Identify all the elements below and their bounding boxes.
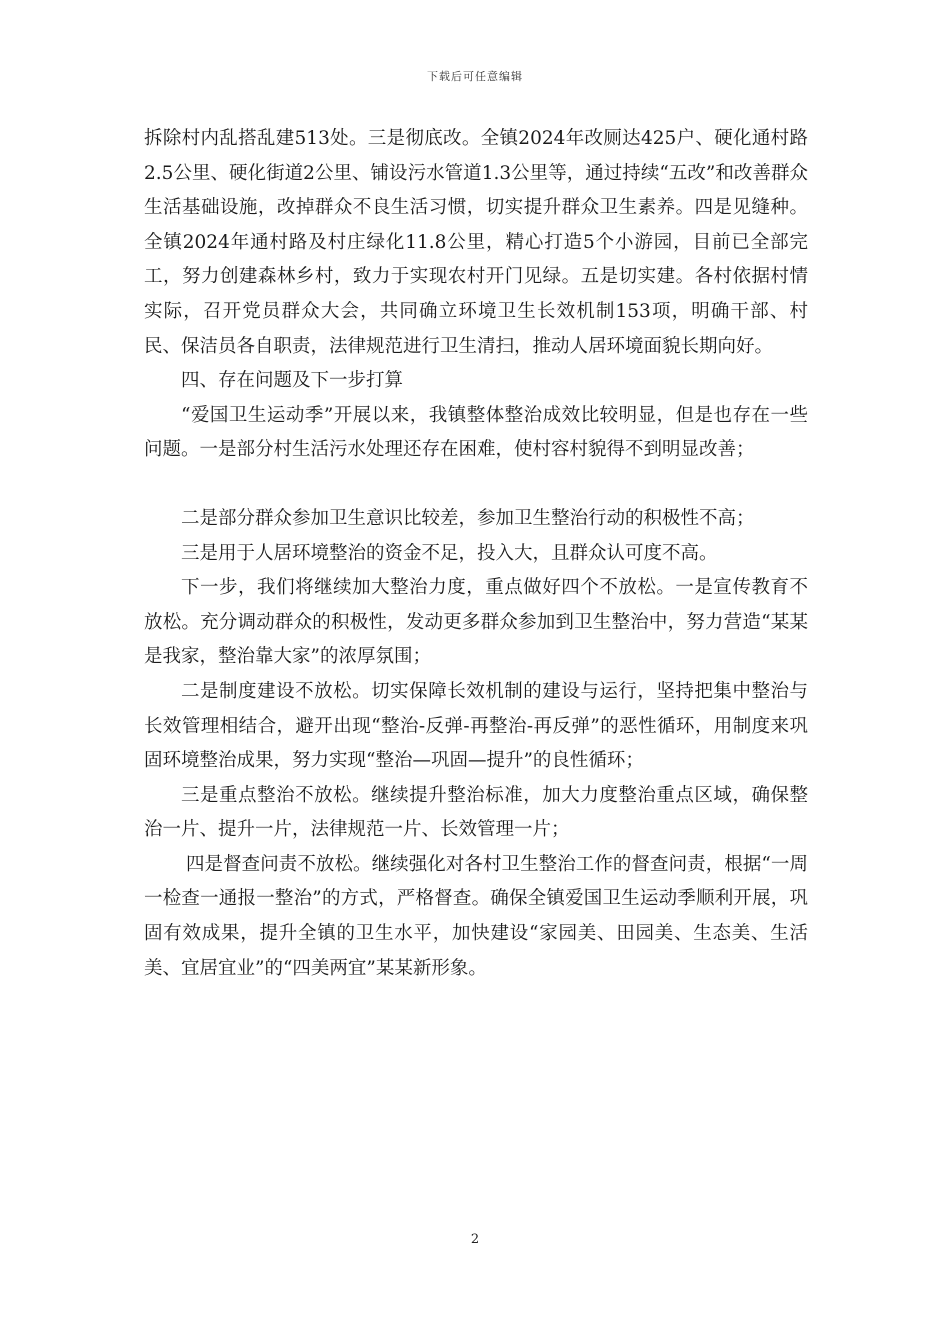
page-number: 2: [470, 1232, 480, 1247]
paragraph-problem-three: 三是用于人居环境整治的资金不足，投入大，且群众认可度不高。: [181, 542, 718, 564]
paragraph-continuation: 拆除村内乱搭乱建513处。三是彻底改。全镇2024年改厕达425户、硬化通村路2.5公里、硬化街道2公里、铺设污水管道1.3公里等，通过持续“五改”和改善群众生活基础设施，改掉群众不良生活习惯，切实提升群众卫生素养。四是见缝种。全镇2024年通村路及村庄绿化11.8公里，精心打造5个小游园，目前已全部完工，努力创建森林乡村，致力于实现农村开门见绿。五是切实建。各村依据村情实际，召开党员群众大会，共同确立环境卫生长效机制153项，明确干部、村民、保洁员各自职责，法律规范进行卫生清扫，推动人居环境面貌长期向好。: [144, 128, 808, 357]
paragraph-next-steps: 下一步，我们将继续加大整治力度，重点做好四个不放松。一是宣传教育不放松。充分调动群众的积极性，发动更多群众参加到卫生整治中，努力营造“某某是我家，整治靠大家”的浓厚氛围；: [144, 577, 808, 668]
document-body: [144, 122, 808, 986]
section-heading: 四、存在问题及下一步打算: [181, 370, 404, 392]
paragraph-system-building: 二是制度建设不放松。切实保障长效机制的建设与运行，坚持把集中整治与长效管理相结合，避开出现“整治-反弹-再整治-再反弹”的恶性循环，用制度来巩固环境整治成果，努力实现“整治—巩固—提升”的良性循环；: [144, 680, 808, 772]
page-header: 下载后可任意编辑: [427, 70, 523, 83]
paragraph-problem-two: 二是部分群众参加卫生意识比较差，参加卫生整治行动的积极性不高；: [181, 507, 755, 529]
paragraph-key-rectification: 三是重点整治不放松。继续提升整治标准，加大力度整治重点区域，确保整治一片、提升一片，法律规范一片、长效管理一片；: [144, 784, 808, 841]
paragraph-problems-intro: “爱国卫生运动季”开展以来，我镇整体整治成效比较明显，但是也存在一些问题。一是部分村生活污水处理还存在困难，使村容村貌得不到明显改善；: [144, 404, 808, 461]
paragraph-supervision: 四是督查问责不放松。继续强化对各村卫生整治工作的督查问责，根据“一周一检查一通报一整治”的方式，严格督查。确保全镇爱国卫生运动季顺利开展，巩固有效成果，提升全镇的卫生水平，加快建设“家园美、田园美、生态美、生活美、宜居宜业”的“四美两宜”某某新形象。: [144, 853, 808, 979]
